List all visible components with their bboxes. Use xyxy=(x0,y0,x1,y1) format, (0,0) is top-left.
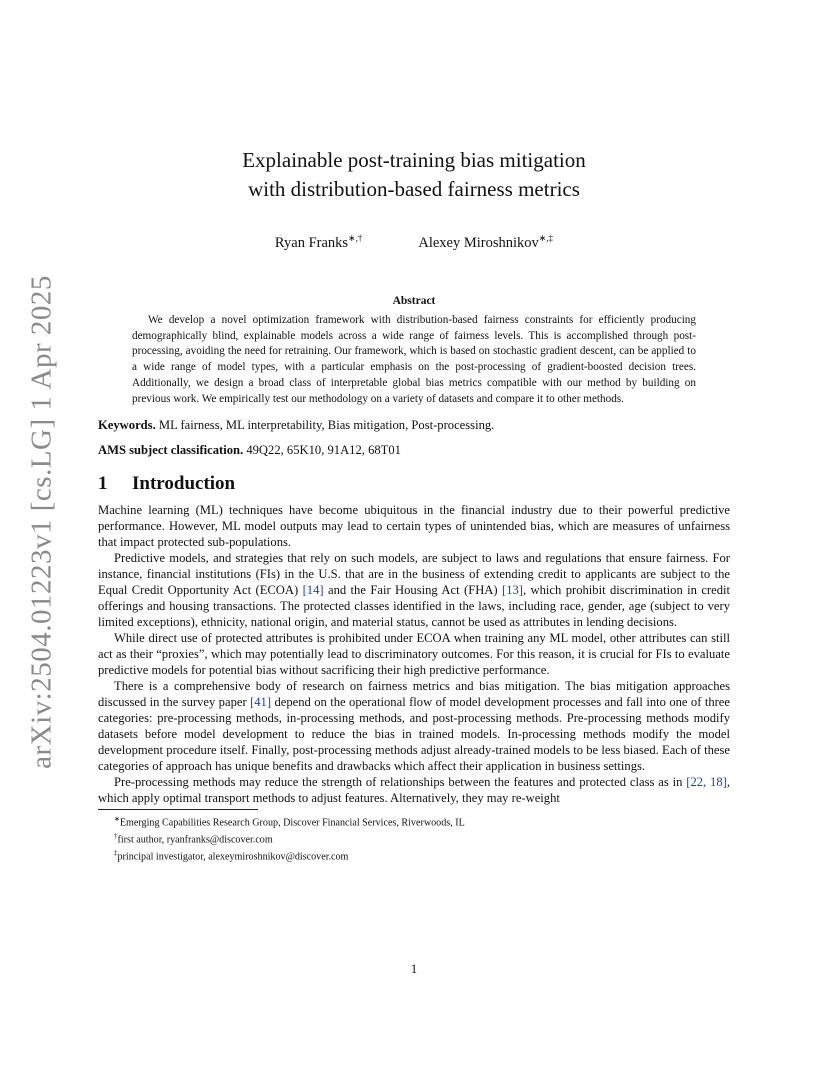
ams-classification-line xyxy=(98,442,730,458)
section-number: 1 xyxy=(98,472,108,494)
footnote-2 xyxy=(98,830,730,847)
arxiv-stamp-text: arXiv:2504.01223v1 [cs.LG] 1 Apr 2025 xyxy=(25,275,58,769)
keywords-line xyxy=(98,417,730,433)
intro-p5-part-a: Pre-processing methods may reduce the strength of relationships between the features and protected class as in xyxy=(114,774,687,789)
footnote-2-text: first author, ryanfranks@discover.com xyxy=(117,834,273,846)
footnote-3-text: principal investigator, alexeymiroshnikov@discover.com xyxy=(117,851,349,863)
intro-paragraph-1: Machine learning (ML) techniques have become ubiquitous in the financial industry due to their powerful predictive performance. However, ML model outputs may lead to certain types of unintended bias, which are measures of unfairness that impact protected sub-populations. xyxy=(98,502,730,549)
intro-paragraph-5 xyxy=(98,774,730,806)
title-line-1: Explainable post-training bias mitigation xyxy=(242,148,586,172)
ams-text: 49Q22, 65K10, 91A12, 68T01 xyxy=(246,442,401,457)
paper-title xyxy=(98,146,730,204)
section-heading-introduction xyxy=(98,472,730,494)
footnote-divider xyxy=(98,809,258,810)
citation-link-13[interactable]: [13] xyxy=(502,582,523,597)
keywords-text: ML fairness, ML interpretability, Bias mitigation, Post-processing. xyxy=(158,417,495,432)
citation-link-14[interactable]: [14] xyxy=(302,582,324,597)
intro-paragraph-4 xyxy=(98,678,730,774)
intro-p2-part-c: , which prohibit discrimination in credit offerings and housing transactions. The protected classes identified in the laws, including race, gender, age (subject to very limited exceptions), ethnicity, national origin, and material status, cannot be used as attributes in lending decisions. xyxy=(98,582,731,629)
intro-paragraph-2 xyxy=(98,550,730,630)
footnote-1-text: Emerging Capabilities Research Group, Discover Financial Services, Riverwoods, IL xyxy=(119,816,465,828)
arxiv-identifier-stamp xyxy=(24,275,60,769)
title-line-2: with distribution-based fairness metrics xyxy=(248,177,580,201)
page-number: 1 xyxy=(410,962,418,976)
footnote-2-mark: † xyxy=(114,831,118,840)
intro-paragraph-3: While direct use of protected attributes is prohibited under ECOA when training any ML model, other attributes can still act as their “proxies”, which may potentially lead to discriminatory outcomes. For this reason, it is crucial for FIs to evaluate predictive models for potential bias without sacrificing their high predictive performance. xyxy=(98,630,730,677)
author-2 xyxy=(418,230,553,251)
author-1-marks: ∗,† xyxy=(348,233,363,243)
footnote-1 xyxy=(98,813,730,830)
intro-p2-part-a: Predictive models, and strategies that rely on such models, are subject to laws and regulations that ensure fairness. For instance, financial institutions (FIs) in the U.S. that are in the business of extending credit to applicants are subject to the Equal Credit Opportunity Act (ECOA) xyxy=(98,550,730,597)
footnote-3 xyxy=(98,847,730,864)
abstract-heading: Abstract xyxy=(392,294,436,307)
intro-p5-part-b: , which apply optimal transport methods to adjust features. Alternatively, they may re-weight xyxy=(98,774,730,805)
author-1-name: Ryan Franks xyxy=(274,234,349,251)
ams-label: AMS subject classification. xyxy=(98,442,244,457)
author-2-marks: ∗,‡ xyxy=(538,233,554,243)
intro-p2-part-b: and the Fair Housing Act (FHA) xyxy=(323,582,502,597)
intro-p4-part-a: There is a comprehensive body of research on fairness metrics and bias mitigation. The bias mitigation approaches discussed in the survey paper xyxy=(98,678,730,709)
author-2-name: Alexey Miroshnikov xyxy=(418,234,539,251)
author-list xyxy=(98,230,730,251)
intro-p4-part-b: depend on the operational flow of model development processes and fall into one of three categories: pre-processing methods, in-processing methods, and post-processing methods. Pre-processing methods modify datasets before model development to reduce the bias in trained models. In-processing methods modify the model development procedure itself. Finally, post-processing methods adjust already-trained models to be less biased. Each of these categories of approach has unique benefits and drawbacks which affect their application in business settings. xyxy=(98,694,730,773)
footnote-3-mark: ‡ xyxy=(114,848,118,857)
author-1 xyxy=(275,230,362,251)
abstract-text: We develop a novel optimization framework with distribution-based fairness constraints for efficiently producing demographically blind, explainable models across a wide range of fairness levels. This is accomplished through post-processing, avoiding the need for retraining. Our framework, which is based on stochastic gradient descent, can be applied to a wide range of model types, with a particular emphasis on the post-processing of gradient-boosted decision trees. Additionally, we design a broad class of interpretable global bias metrics compatible with our method by building on previous work. We empirically test our methodology on a variety of datasets and compare it to other methods. xyxy=(132,313,696,405)
citation-link-41[interactable]: [41] xyxy=(250,694,272,709)
section-title: Introduction xyxy=(132,472,236,494)
footnote-1-mark: ∗ xyxy=(114,814,120,823)
paper-page-content xyxy=(98,146,730,864)
citation-link-22-18[interactable]: [22, 18] xyxy=(686,774,727,789)
keywords-label: Keywords. xyxy=(98,417,156,432)
